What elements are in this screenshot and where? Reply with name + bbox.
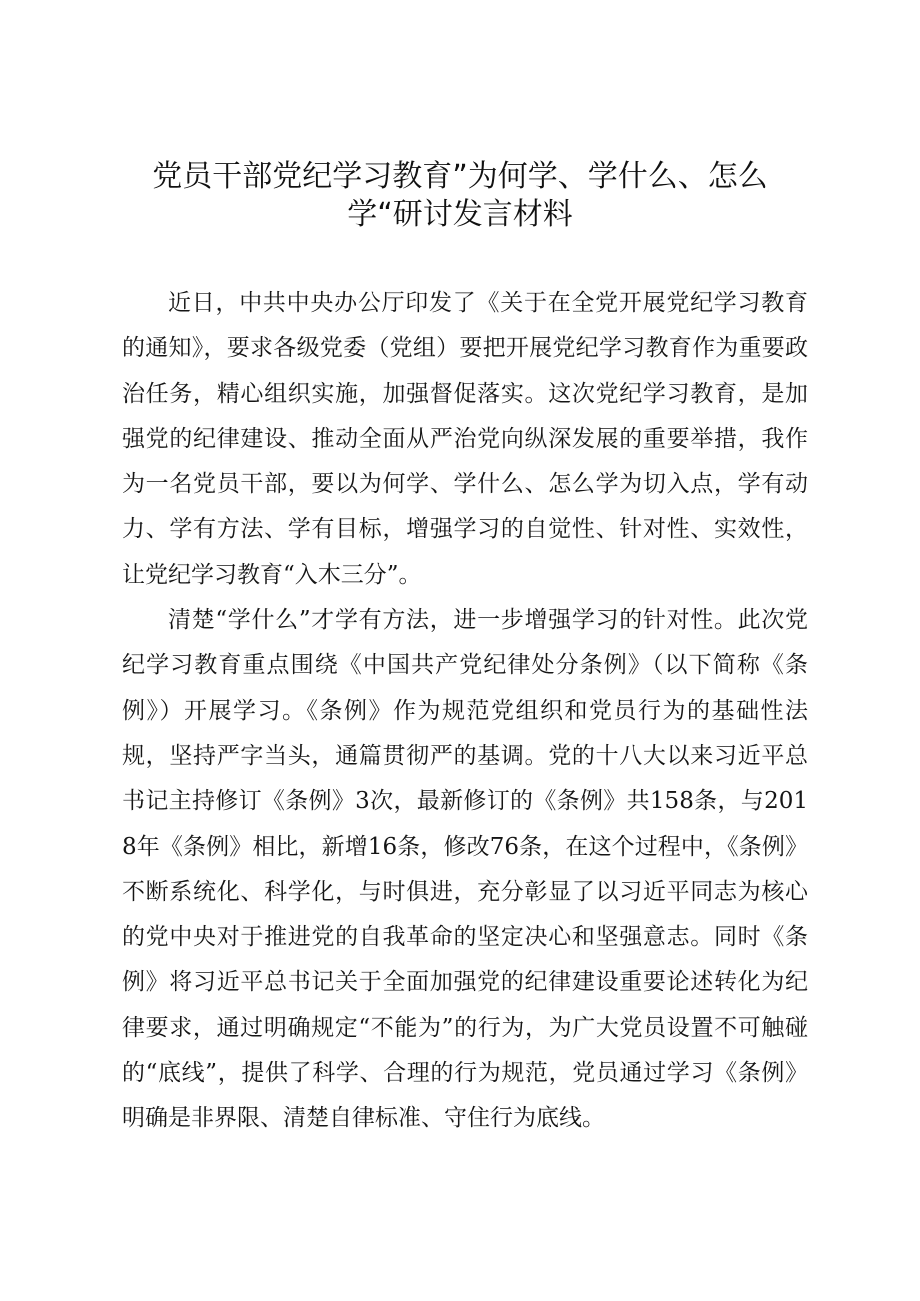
paragraph-what-to-learn: 清楚“学什么”才学有方法，进一步增强学习的针对性。此次党纪学习教育重点围绕《中国共产党纪律处分条例》（以下简称《条例》）开展学习。《条例》作为规范党组织和党员行为的基础性法规，坚持严字当头，通篇贯彻严的基调。党的十八大以来习近平总书记主持修订《条例》3次，最新修订的《条例》共158条，与2018年《条例》相比，新增16条，修改76条，在这个过程中，《条例》不断系统化、科学化，与时俱进，充分彰显了以习近平同志为核心的党中央对于推进党的自我革命的坚定决心和坚强意志。同时《条例》将习近平总书记关于全面加强党的纪律建设重要论述转化为纪律要求，通过明确规定“不能为”的行为，为广大党员设置不可触碰的“底线”，提供了科学、合理的行为规范，党员通过学习《条例》明确是非界限、清楚自律标准、守住行为底线。 — [122, 607, 808, 1132]
paragraph-intro: 近日，中共中央办公厅印发了《关于在全党开展党纪学习教育的通知》，要求各级党委（党组）要把开展党纪学习教育作为重要政治任务，精心组织实施，加强督促落实。这次党纪学习教育，是加强党的纪律建设、推动全面从严治党向纵深发展的重要举措，我作为一名党员干部，要以为何学、学什么、怎么学为切入点，学有动力、学有方法、学有目标，增强学习的自觉性、针对性、实效性，让党纪学习教育“入木三分”。 — [122, 290, 808, 588]
document-body — [122, 281, 808, 1142]
document-title: 党员干部党纪学习教育”为何学、学什么、怎么学“研讨发言材料 — [152, 159, 768, 232]
